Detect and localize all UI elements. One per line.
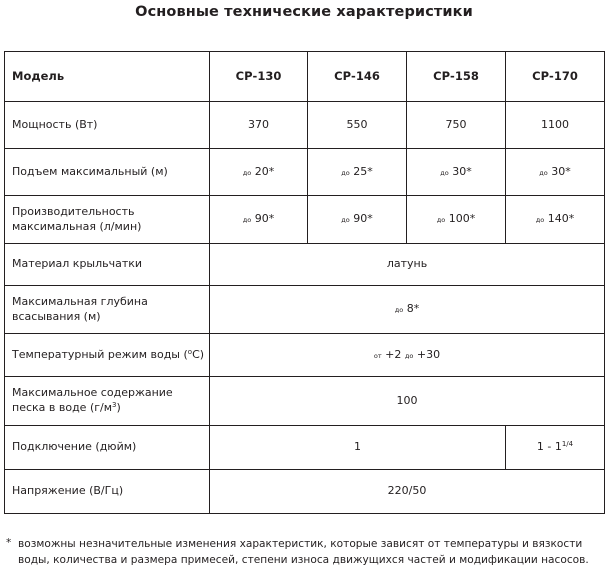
suction-label: [5, 286, 210, 334]
impeller-label: Материал крыльчатки: [5, 244, 210, 286]
lift-value: 30*: [551, 164, 571, 178]
prefix-do: до: [539, 168, 548, 177]
connection-last-text: 1 - 1: [536, 440, 562, 454]
suction-row: [5, 286, 605, 334]
connection-label: Подключение (дюйм): [5, 426, 210, 470]
power-row: [5, 102, 605, 149]
footnote-line2: воды, количества и размера примесей, степени износа движущихся частей и модификации насосов.: [18, 554, 589, 567]
fraction-sup: 1/4: [561, 440, 574, 449]
lift-value: 30*: [452, 164, 472, 178]
prefix-do: до: [394, 306, 404, 315]
page-title: Основные технические характеристики: [135, 4, 473, 20]
lift-cell: [407, 149, 506, 196]
footnote: [6, 536, 606, 569]
lift-cell: [308, 149, 407, 196]
power-value: 750: [407, 102, 506, 149]
prefix-do: до: [535, 216, 545, 225]
power-value: 1100: [506, 102, 605, 149]
header-row: [5, 52, 605, 102]
capacity-value: 90*: [353, 212, 373, 226]
connection-value-main: 1: [210, 426, 506, 470]
temperature-label-unit: С): [192, 347, 205, 361]
temperature-row: [5, 334, 605, 377]
specifications-table: [4, 51, 605, 514]
suction-cell: [210, 286, 605, 334]
model-cp130: СР-130: [210, 52, 308, 102]
power-label: Мощность (Вт): [5, 102, 210, 149]
capacity-label-line1: Производительность: [12, 204, 135, 218]
sand-label-line1: Максимальное содержание: [12, 386, 173, 400]
lift-value: 25*: [353, 164, 373, 178]
voltage-row: [5, 470, 605, 514]
prefix-do: до: [341, 216, 350, 225]
capacity-cell: [308, 196, 407, 244]
capacity-value: 140*: [547, 212, 575, 226]
prefix-ot: от: [373, 351, 382, 360]
lift-value: 20*: [254, 164, 275, 178]
prefix-do: до: [341, 168, 350, 177]
sand-row: [5, 377, 605, 426]
temperature-label: [5, 334, 210, 377]
suction-label-line2: всасывания (м): [12, 309, 101, 323]
prefix-do: до: [242, 168, 252, 177]
power-value: 550: [308, 102, 407, 149]
degree-sup: o: [187, 347, 193, 356]
connection-row: [5, 426, 605, 470]
power-value: 370: [210, 102, 308, 149]
capacity-label: [5, 196, 210, 244]
temperature-to: +30: [416, 347, 441, 361]
temperature-label-text: Температурный режим воды (: [12, 347, 188, 361]
capacity-value: 100*: [448, 212, 476, 226]
suction-value: 8*: [406, 302, 420, 316]
sand-label-close: ): [116, 401, 121, 414]
sand-label-line2: песка в воде (г/м: [12, 401, 113, 414]
capacity-value: 90*: [254, 212, 275, 226]
temperature-cell: [210, 334, 605, 377]
connection-value-last: [506, 426, 605, 470]
voltage-label: Напряжение (В/Гц): [5, 470, 210, 514]
lift-label: Подъем максимальный (м): [5, 149, 210, 196]
prefix-do: до: [436, 216, 446, 225]
lift-cell: [506, 149, 605, 196]
cubic-sup: 3: [112, 401, 117, 409]
model-cp158: СР-158: [407, 52, 506, 102]
sand-value: 100: [210, 377, 605, 426]
capacity-cell: [407, 196, 506, 244]
prefix-do: до: [242, 216, 252, 225]
lift-row: [5, 149, 605, 196]
suction-label-line1: Максимальная глубина: [12, 294, 148, 308]
impeller-row: [5, 244, 605, 286]
impeller-value: латунь: [210, 244, 605, 286]
header-label: Модель: [5, 52, 210, 102]
lift-cell: [210, 149, 308, 196]
capacity-cell: [506, 196, 605, 244]
sand-label: [5, 377, 210, 426]
prefix-do: до: [404, 351, 414, 360]
capacity-label-line2: максимальная (л/мин): [12, 219, 142, 233]
model-cp146: СР-146: [308, 52, 407, 102]
capacity-row: [5, 196, 605, 244]
prefix-do: до: [440, 168, 449, 177]
footnote-star: *: [6, 537, 12, 549]
footnote-line1: возможны незначительные изменения характеристик, которые зависят от температуры и вязкости: [18, 538, 583, 550]
temperature-from: +2: [385, 347, 402, 361]
capacity-cell: [210, 196, 308, 244]
voltage-value: 220/50: [210, 470, 605, 514]
model-cp170: СР-170: [506, 52, 605, 102]
